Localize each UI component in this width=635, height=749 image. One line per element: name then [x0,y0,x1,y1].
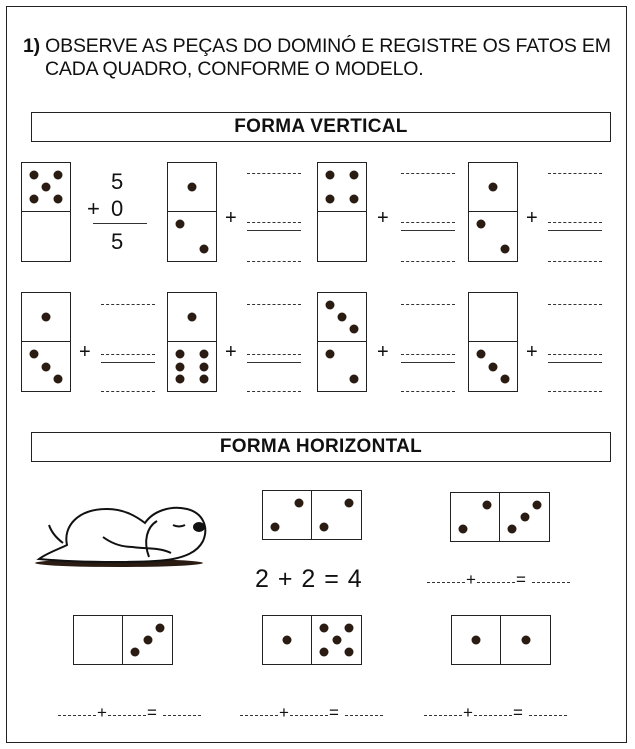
answer-blank-result[interactable] [345,715,383,716]
answer-blank[interactable] [108,715,146,716]
equals-sign: = [515,570,526,589]
domino-pip [155,624,164,633]
domino-v1-4 [468,162,518,262]
plus-sign: + [377,341,389,363]
answer-blank-result[interactable] [532,582,570,583]
answer-blank-top[interactable] [548,304,602,305]
domino-pip [42,183,51,192]
answer-blank[interactable] [474,715,512,716]
plus-sign: + [79,341,91,363]
plus-sign: + [526,341,538,363]
domino-half [501,616,550,664]
domino-pip [344,648,353,657]
domino-v2-1 [21,292,71,392]
answer-blank-result[interactable] [247,391,301,392]
answer-blank-top[interactable] [247,173,301,174]
domino-half [469,293,517,342]
domino-half [469,212,517,261]
domino-pip [326,195,335,204]
domino-pip [131,648,140,657]
domino-half [312,616,361,664]
domino-half [469,342,517,391]
sum-line [247,230,301,231]
answer-equation[interactable] [426,570,571,590]
domino-pip [332,636,341,645]
domino-pip [200,374,209,383]
domino-pip [54,171,63,180]
domino-pip [508,525,517,534]
domino-half [318,293,366,342]
model-plus-sign: + [87,196,100,221]
model-bottom-number: 0 [111,196,124,221]
domino-half [22,342,70,391]
plus-sign: + [463,703,473,722]
domino-half [22,212,70,261]
answer-blank-middle[interactable] [548,222,602,223]
question-number: 1) [23,35,40,57]
domino-pip [200,350,209,359]
instruction-line-1: OBSERVE AS PEÇAS DO DOMINÓ E REGISTRE OS FATOS EM [45,35,611,57]
equals-sign: = [328,703,339,722]
domino-half [312,491,361,539]
sum-line [101,362,155,363]
answer-blank-middle[interactable] [247,354,301,355]
domino-half [168,163,216,212]
domino-half [168,293,216,342]
domino-pip [30,195,39,204]
domino-pip [320,648,329,657]
domino-v1-2 [167,162,217,262]
answer-blank-top[interactable] [401,304,455,305]
sum-line [247,362,301,363]
domino-pip [326,171,335,180]
answer-blank[interactable] [427,582,465,583]
domino-pip [477,350,486,359]
instruction-text [23,35,623,81]
domino-half [263,491,312,539]
answer-blank-result[interactable] [401,391,455,392]
answer-blank[interactable] [240,715,278,716]
domino-pip [320,523,329,532]
domino-pip [320,624,329,633]
domino-half [22,163,70,212]
domino-half [263,616,312,664]
answer-blank-middle[interactable] [401,222,455,223]
domino-pip [326,350,335,359]
model-result-number: 5 [111,229,124,254]
sum-line [548,230,602,231]
answer-blank[interactable] [477,582,515,583]
domino-pip [477,220,486,229]
answer-blank-result[interactable] [401,261,455,262]
domino-pip [501,374,510,383]
domino-pip [271,523,280,532]
domino-pip [501,244,510,253]
domino-half [123,616,172,664]
domino-pip [472,636,481,645]
domino-v2-4 [468,292,518,392]
answer-blank-result[interactable] [529,715,567,716]
domino-half [452,616,501,664]
domino-pip [350,171,359,180]
model-sum-line [93,223,147,224]
section-title-vertical: FORMA VERTICAL [31,112,611,142]
domino-pip [30,171,39,180]
domino-pip [42,362,51,371]
domino-half [168,212,216,261]
equals-sign: = [146,703,157,722]
domino-pip [344,499,353,508]
domino-pip [521,636,530,645]
domino-pip [326,301,335,310]
domino-pip [350,195,359,204]
domino-half [22,293,70,342]
model-top-number: 5 [111,169,124,194]
domino-pip [42,313,51,322]
answer-blank-result[interactable] [548,391,602,392]
domino-pip [295,499,304,508]
plus-sign: + [225,207,237,229]
domino-h2-1 [73,615,173,665]
domino-half [500,493,549,541]
domino-v2-3 [317,292,367,392]
domino-pip [30,350,39,359]
domino-half [469,163,517,212]
domino-v1-3 [317,162,367,262]
domino-pip [54,195,63,204]
answer-blank-middle[interactable] [548,354,602,355]
domino-half [451,493,500,541]
domino-v1-1 [21,162,71,262]
domino-pip [489,362,498,371]
section-title-horizontal: FORMA HORIZONTAL [31,432,611,462]
plus-sign: + [225,341,237,363]
domino-h2-3 [451,615,551,665]
domino-pip [188,313,197,322]
domino-pip [344,624,353,633]
answer-blank-middle[interactable] [401,354,455,355]
answer-blank[interactable] [290,715,328,716]
domino-half [168,342,216,391]
answer-blank[interactable] [58,715,96,716]
domino-pip [459,525,468,534]
domino-pip [200,362,209,371]
answer-blank-top[interactable] [247,304,301,305]
domino-pip [54,374,63,383]
domino-pip [176,350,185,359]
equals-sign: = [512,703,523,722]
answer-blank-middle[interactable] [101,354,155,355]
domino-pip [176,220,185,229]
domino-half [318,342,366,391]
domino-pip [143,636,152,645]
answer-equation[interactable] [239,703,384,723]
domino-h1-2 [450,492,550,542]
domino-pip [350,325,359,334]
plus-sign: + [466,570,476,589]
domino-half [318,163,366,212]
domino-pip [532,501,541,510]
domino-half [74,616,123,664]
sum-line [401,230,455,231]
domino-pip [489,183,498,192]
domino-pip [520,513,529,522]
domino-h1-1 [262,490,362,540]
answer-blank[interactable] [424,715,462,716]
answer-blank-result[interactable] [548,261,602,262]
answer-blank-top[interactable] [401,173,455,174]
sum-line [548,362,602,363]
domino-pip [483,501,492,510]
answer-equation[interactable] [423,703,568,723]
plus-sign: + [377,207,389,229]
answer-blank-result[interactable] [247,261,301,262]
answer-blank-middle[interactable] [247,222,301,223]
domino-pip [188,183,197,192]
answer-equation[interactable] [57,703,202,723]
answer-blank-result[interactable] [101,391,155,392]
domino-pip [176,374,185,383]
answer-blank-result[interactable] [163,715,201,716]
plus-sign: + [279,703,289,722]
plus-sign: + [97,703,107,722]
model-equation: 2 + 2 = 4 [255,565,363,593]
worksheet [6,6,627,743]
domino-pip [176,362,185,371]
domino-pip [338,313,347,322]
answer-blank-top[interactable] [101,304,155,305]
instruction-line-2: CADA QUADRO, CONFORME O MODELO. [45,58,424,80]
plus-sign: + [526,207,538,229]
answer-blank-top[interactable] [548,173,602,174]
domino-pip [350,374,359,383]
domino-h2-2 [262,615,362,665]
sleeping-dog-icon [33,497,218,577]
domino-pip [283,636,292,645]
domino-pip [200,244,209,253]
domino-v2-2 [167,292,217,392]
domino-half [318,212,366,261]
sum-line [401,362,455,363]
